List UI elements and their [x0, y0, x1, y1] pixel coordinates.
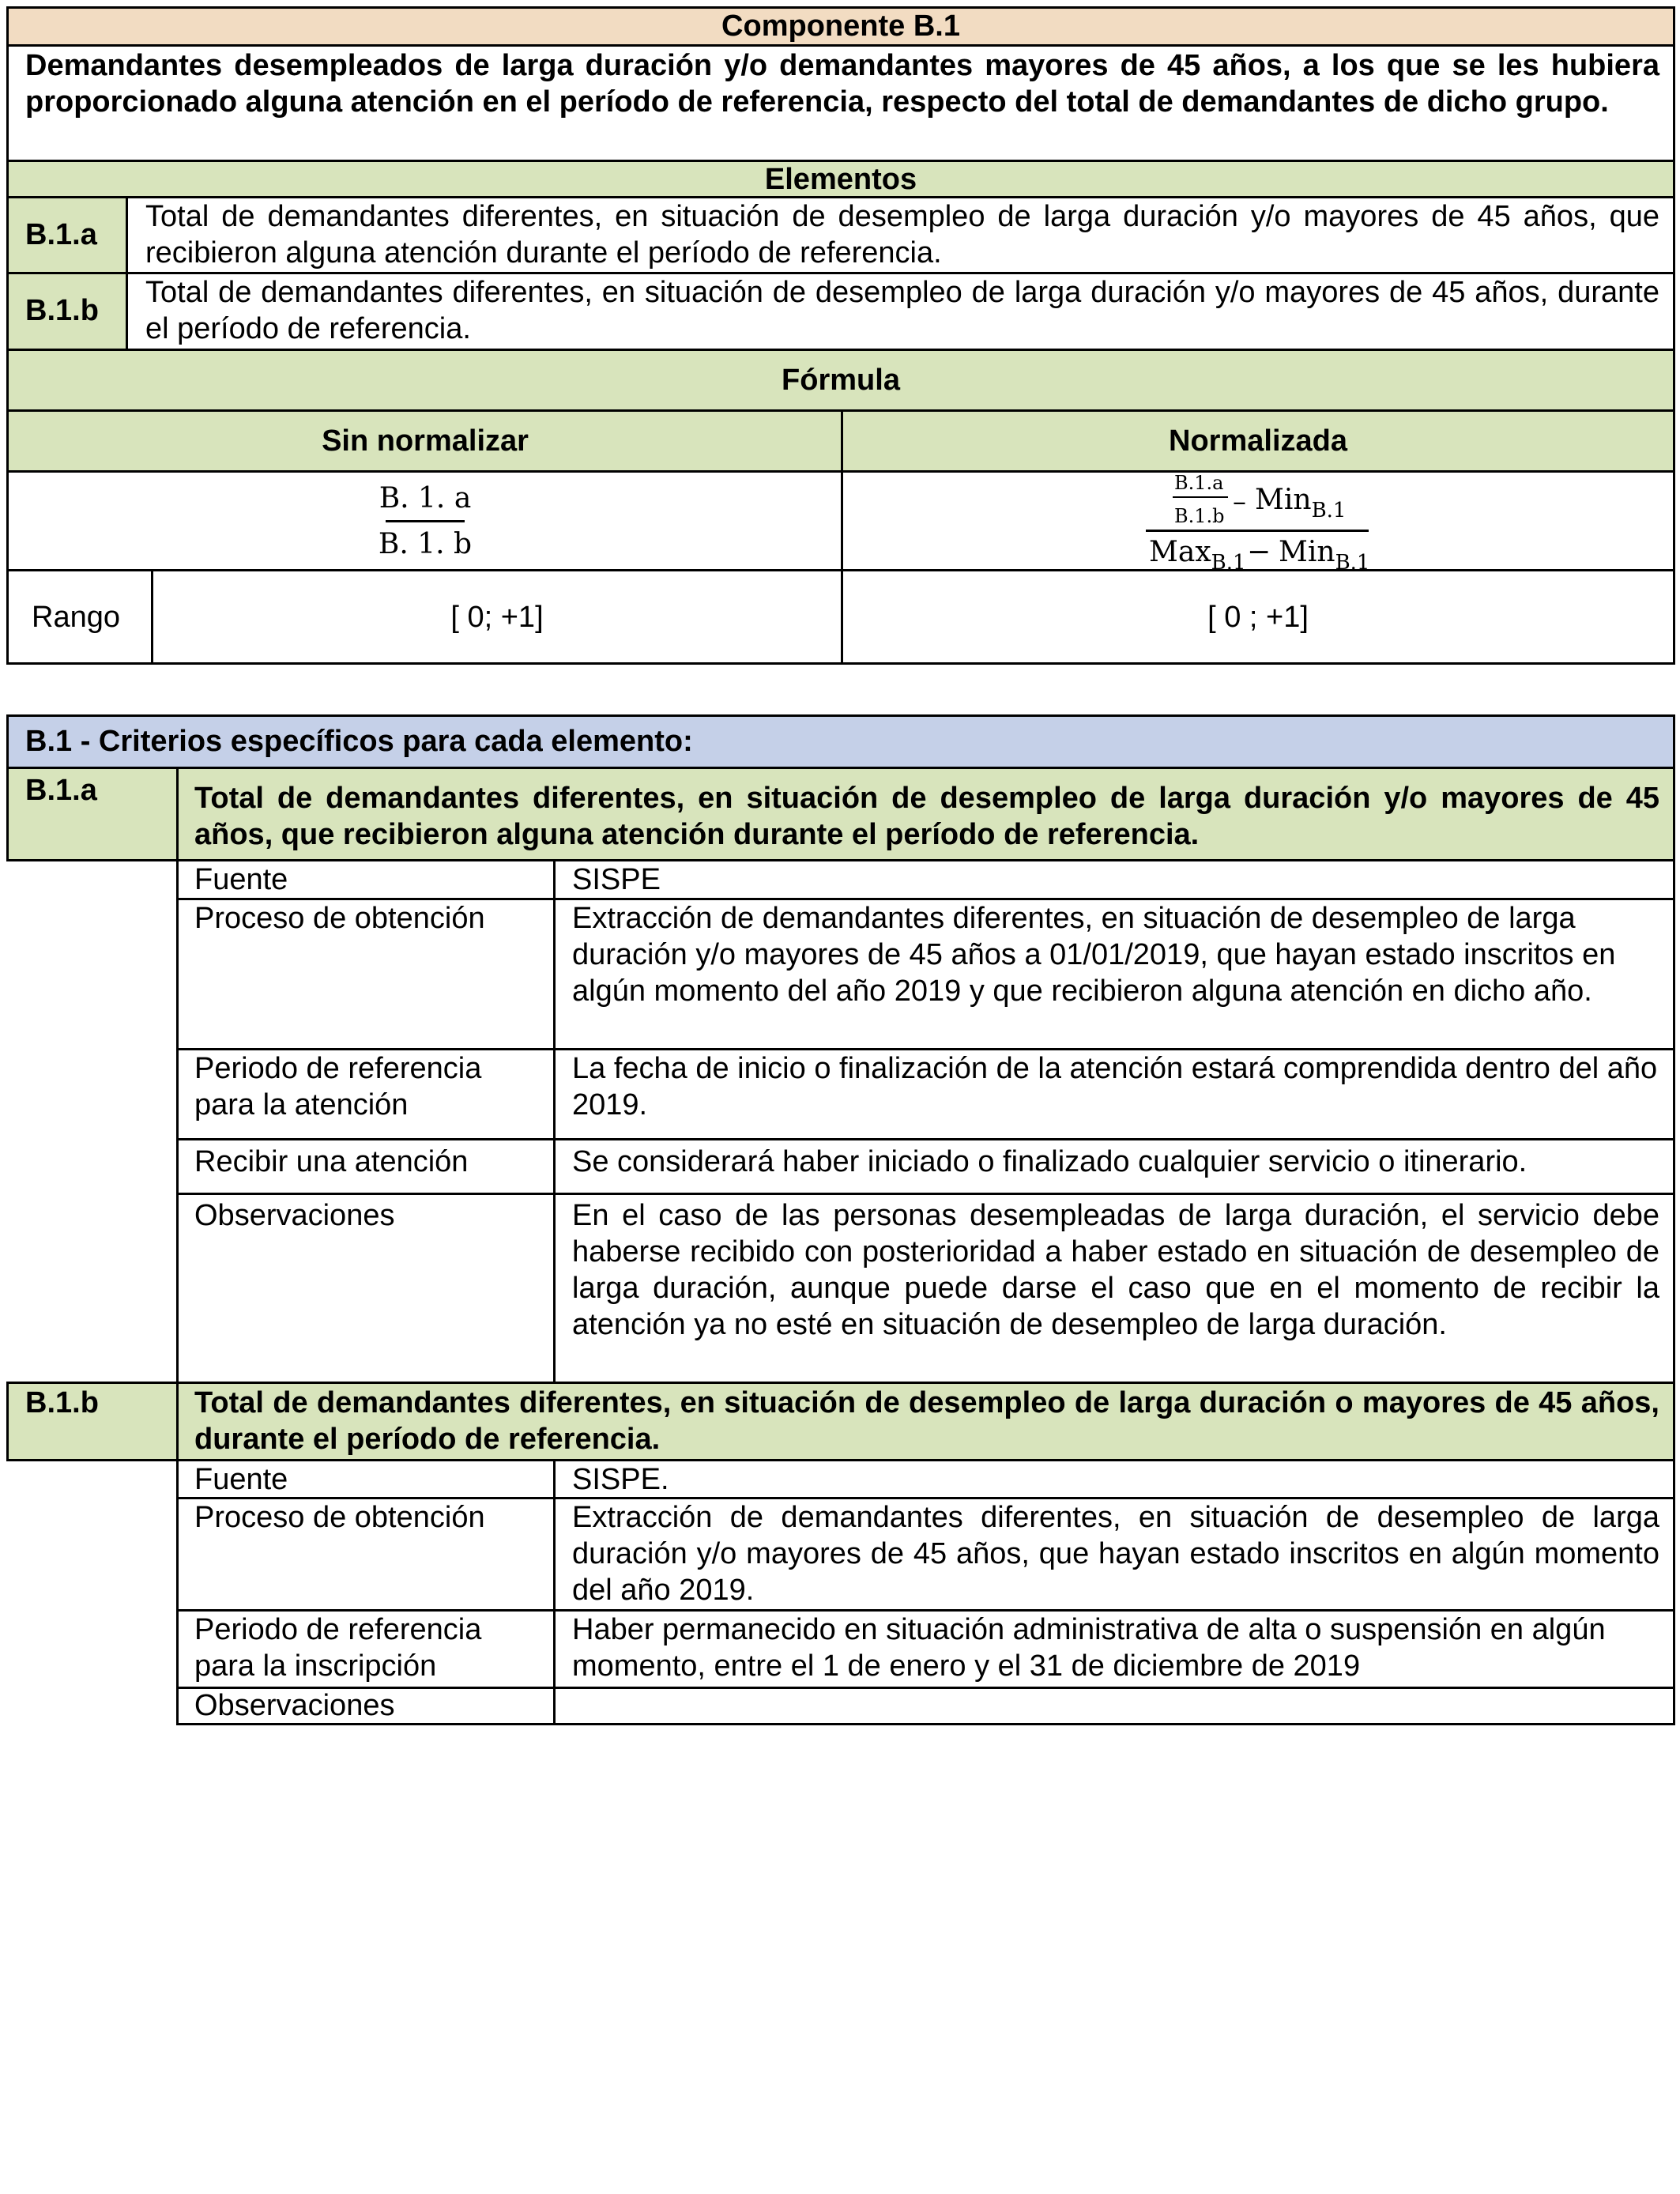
element-description: Total de demandantes diferentes, en situación de desempleo de larga duración y/o mayores de 45 años, que recibieron alguna atención durante el período de referencia. [145, 200, 1659, 270]
range-raw: [ 0; +1] [450, 601, 544, 634]
min-symbol: Min [1279, 536, 1335, 568]
min-subscript: B.1 [1311, 499, 1347, 522]
formula-minus: − [1247, 536, 1271, 568]
row-label: Observaciones [194, 1199, 395, 1232]
section-code: B.1.b [25, 1386, 99, 1419]
fraction-bar [1146, 530, 1369, 532]
fraction-bar [386, 520, 465, 522]
row-label: Recibir una atención [194, 1145, 469, 1178]
min-symbol: Min [1255, 484, 1312, 516]
formula-numerator: B. 1. a [379, 482, 472, 515]
element-code: B.1.a [25, 218, 97, 251]
row-value: La fecha de inicio o finalización de la atención estará comprendida dentro del año 2019. [572, 1052, 1658, 1122]
row-label: Periodo de referencia para la inscripción [194, 1613, 482, 1683]
col-header-raw: Sin normalizar [322, 424, 529, 458]
criteria-heading: B.1 - Criterios específicos para cada elemento: [25, 725, 693, 758]
row-label: Fuente [194, 863, 288, 896]
inner-fraction-bar [1173, 496, 1228, 498]
row-label: Proceso de obtención [194, 902, 485, 935]
row-label: Periodo de referencia para la atención [194, 1052, 482, 1122]
max-subscript: B.1 [1211, 551, 1246, 575]
row-value: SISPE. [572, 1463, 669, 1496]
row-value: Extracción de demandantes diferentes, en situación de desempleo de larga duración y/o mayores de 45 años a 01/01/2019, que hayan estado inscritos en algún momento del año 2019 y que recibieron alguna atención en dicho año. [572, 902, 1616, 1008]
row-label: Fuente [194, 1463, 288, 1496]
inner-denominator: B.1.b [1174, 505, 1225, 527]
row-value: Se considerará haber iniciado o finalizado cualquier servicio o itinerario. [572, 1145, 1527, 1178]
range-label: Rango [32, 601, 120, 634]
section-title: Total de demandantes diferentes, en situación de desempleo de larga duración o mayores de 45 años, durante el período de referencia. [194, 1386, 1659, 1456]
element-description: Total de demandantes diferentes, en situación de desempleo de larga duración y/o mayores de 45 años, durante el período de referencia. [145, 276, 1659, 345]
col-header-normalized: Normalizada [1169, 424, 1347, 458]
row-label: Proceso de obtención [194, 1501, 485, 1534]
formula-minus: – [1233, 486, 1246, 518]
section-title: Total de demandantes diferentes, en situación de desempleo de larga duración y/o mayores de 45 años, que recibieron alguna atención durante el período de referencia. [194, 782, 1659, 851]
element-code: B.1.b [25, 294, 99, 327]
formula-denominator: B. 1. b [378, 528, 473, 560]
row-label: Observaciones [194, 1689, 395, 1722]
range-normalized: [ 0 ; +1] [1207, 601, 1309, 634]
row-value: Extracción de demandantes diferentes, en situación de desempleo de larga duración y/o mayores de 45 años, que hayan estado inscritos en algún momento del año 2019. [572, 1501, 1659, 1607]
formula-heading: Fórmula [782, 364, 900, 397]
row-value: En el caso de las personas desempleadas de larga duración, el servicio debe haberse recibido con posterioridad a haber estado en situación de desempleo de larga duración, aunque puede darse el caso que en el momento de recibir la atención ya no esté en situación de desempleo de larga duración. [572, 1199, 1659, 1341]
row-value: Haber permanecido en situación administrativa de alta o suspensión en algún momento, entre el 1 de enero y el 31 de diciembre de 2019 [572, 1613, 1606, 1683]
component-title: Componente B.1 [721, 9, 960, 43]
elements-heading: Elementos [764, 163, 917, 196]
section-code: B.1.a [25, 774, 97, 807]
inner-numerator: B.1.a [1174, 472, 1224, 494]
min-subscript: B.1 [1335, 551, 1370, 575]
component-description: Demandantes desempleados de larga duración y/o demandantes mayores de 45 años, a los que se les hubiera proporcionado alguna atención en el período de referencia, respecto del total de demandantes de dicho grupo. [25, 49, 1659, 119]
max-symbol: Max [1149, 536, 1211, 568]
row-value: SISPE [572, 863, 661, 896]
